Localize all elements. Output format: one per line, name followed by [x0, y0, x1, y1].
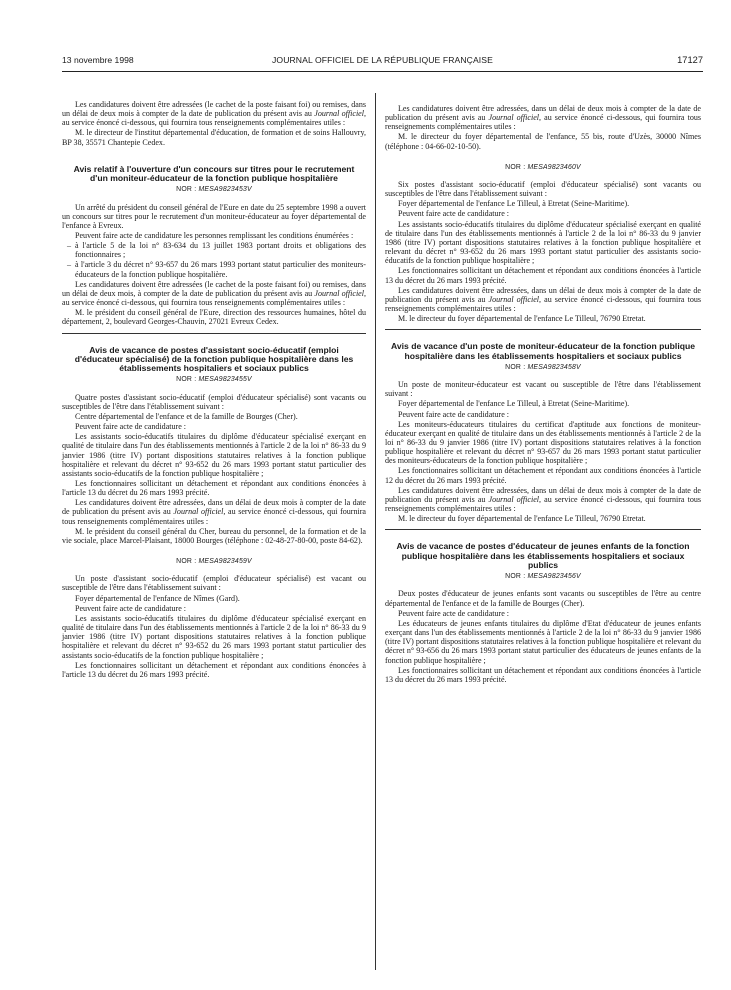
- list-item: – à l'article 3 du décret n° 93-657 du 26 mars 1993 portant statut particulier des moniteurs-éducateurs de la fonction publique hospitalière.: [67, 260, 366, 279]
- section-separator: [385, 529, 701, 530]
- nor-reference: [385, 363, 701, 372]
- paragraph: M. le directeur du foyer départemental de l'enfance, 55 bis, route d'Uzès, 30000 Nîmes (téléphone : 04-66-02-10-50).: [385, 132, 701, 151]
- paragraph: Peuvent faire acte de candidature :: [398, 209, 510, 219]
- paragraph: Les fonctionnaires sollicitant un détachement et répondant aux conditions énoncées à l'article 13 du décret du 26 mars 1993 précité.: [62, 479, 366, 498]
- nor-label: NOR :: [176, 558, 197, 566]
- nor-code: MESA9823458V: [527, 363, 581, 371]
- paragraph: Foyer départemental de l'enfance de Nîmes (Gard).: [75, 593, 240, 603]
- paragraph: Un poste de moniteur-éducateur est vacant ou susceptible de l'être dans l'établissement suivant :: [385, 380, 701, 399]
- paragraph: Les moniteurs-éducateurs titulaires du certificat d'aptitude aux fonctions de moniteur-éducateur exerçant en qualité de titulaire dans un des établissements mentionnés à l'article 2 de la loi n° 86-33 du 9 janvier 1986 (titre IV) portant dispositions statutaires relatives à la fonction publique hospitalière et relevant du décret n° 93-657 du 26 mars 1993 portant statut particulier des moniteurs-éducateurs de la fonction publique hospitalière ;: [385, 419, 701, 466]
- paragraph: M. le directeur du foyer départemental de l'enfance Le Tilleul, 76790 Etretat.: [398, 514, 646, 524]
- paragraph: Peuvent faire acte de candidature les personnes remplissant les conditions énumérées :: [75, 231, 354, 240]
- nor-reference: [385, 163, 701, 172]
- notice-title: Avis de vacance de postes d'éducateur de jeunes enfants de la fonction publique hospitalière dans les établissements hospitaliers et sociaux publics: [396, 541, 690, 570]
- nor-label: NOR :: [505, 363, 526, 371]
- nor-label: NOR :: [176, 376, 197, 384]
- page-header: [62, 55, 703, 69]
- paragraph: Les candidatures doivent être adressées, dans un délai de deux mois à compter de la date de publication du présent avis au Journal officiel, au service énoncé ci-dessous, qui fournira tous renseignements complémentaires utiles :: [385, 104, 702, 132]
- nor-reference: [62, 375, 366, 384]
- nor-label: NOR :: [505, 573, 526, 581]
- paragraph: M. le président du conseil général du Cher, bureau du personnel, de la formation et de la vie sociale, place Marcel-Plaisant, 18000 Bourges (téléphone : 02-48-27-80-00, poste 84-62).: [62, 526, 366, 545]
- nor-code: MESA9823455V: [198, 376, 252, 384]
- paragraph: Les fonctionnaires sollicitant un détachement et répondant aux conditions énoncées à l'article 13 du décret du 26 mars 1993 précité.: [385, 665, 701, 684]
- paragraph: Quatre postes d'assistant socio-éducatif (emploi d'éducateur spécialisé) sont vacants ou susceptibles de l'être dans l'établissement suivant :: [62, 392, 366, 411]
- paragraph: Les candidatures doivent être adressées, dans un délai de deux mois à compter de la date de publication du présent avis au Journal officiel, au service énoncé ci-dessous, qui fournira tous renseignements complémentaires utiles :: [385, 485, 702, 514]
- paragraph: Peuvent faire acte de candidature :: [75, 603, 187, 613]
- paragraph: Six postes d'assistant socio-éducatif (emploi d'éducateur spécialisé) sont vacants ou susceptibles de l'être dans l'établissement suivant :: [385, 179, 701, 199]
- paragraph: Les éducateurs de jeunes enfants titulaires du diplôme d'Etat d'éducateur de jeunes enfants exerçant dans l'un des établissements mentionnés à l'article 2 de la loi n° 86-33 du 9 janvier 1986 (titre IV) portant dispositions statutaires relatives à la fonction publique hospitalière et relevant du décret n° 93-656 du 26 mars 1993 portant statut particulier des éducateurs de jeunes enfants de la fonction publique hospitalière ;: [385, 618, 701, 665]
- paragraph: Les candidatures doivent être adressées (le cachet de la poste faisant foi) ou remises, dans un délai de deux mois à compter de la date de publication du présent avis au Journal officiel, au service énoncé ci-dessous, qui fournira tous renseignements complémentaires utiles :: [62, 100, 367, 128]
- nor-label: NOR :: [505, 163, 526, 171]
- paragraph: Deux postes d'éducateur de jeunes enfants sont vacants ou susceptibles de l'être au centre départemental de l'enfance et de la famille de Bourges (Cher).: [385, 589, 701, 608]
- notice-nimes: [62, 557, 366, 679]
- header-page-number: 17127: [677, 55, 703, 65]
- right-column: [385, 104, 701, 685]
- notice-title: Avis de vacance d'un poste de moniteur-éducateur de la fonction publique hospitalière dans les établissements hospitaliers et sociaux publics: [391, 341, 695, 361]
- list-item-text: à l'article 3 du décret n° 93-657 du 26 mars 1993 portant statut particulier des moniteurs-éducateurs de la fonction publique hospitalière.: [75, 260, 366, 279]
- nor-label: NOR :: [176, 186, 197, 194]
- nor-reference: [62, 185, 366, 194]
- nor-code: MESA9823460V: [527, 163, 581, 171]
- list-item-text: à l'article 5 de la loi n° 83-634 du 13 juillet 1983 portant droits et obligations des fonctionnaires ;: [75, 241, 366, 260]
- notice-concours-moniteur: [62, 165, 366, 327]
- nor-reference: [385, 572, 701, 581]
- list-item: – à l'article 5 de la loi n° 83-634 du 13 juillet 1983 portant droits et obligations des fonctionnaires ;: [67, 241, 366, 260]
- header-date: 13 novembre 1998: [62, 55, 134, 65]
- header-rule: [62, 71, 703, 72]
- column-divider: [375, 93, 376, 970]
- notice-vacance-educateur-jeunes-enfants: [385, 542, 701, 684]
- paragraph: Les assistants socio-éducatifs titulaires du diplôme d'éducateur spécialisé exerçant en qualité de titulaire dans l'un des établissements mentionnés à l'article 2 de la loi n° 86-33 du 9 janvier 1986 (titre IV) portant dispositions statutaires relatives à la fonction publique hospitalière et relevant du décret n° 93-652 du 26 mars 1993 portant statut particulier des assistants socio-éducatifs de la fonction publique hospitalière ;: [62, 432, 366, 478]
- paragraph: M. le directeur du foyer départemental de l'enfance Le Tilleul, 76790 Etretat.: [398, 314, 646, 324]
- paragraph: Les assistants socio-éducatifs titulaires du diplôme d'éducateur spécialisé exerçant en qualité de titulaire dans l'un des établissements mentionnés à l'article 2 de la loi n° 86-33 du 9 janvier 1986 (titre IV) portant dispositions statutaires relatives à la fonction publique hospitalière et relevant du décret n° 93-652 du 26 mars 1993 portant statut particulier des assistants socio-éducatifs de la fonction publique hospitalière ;: [385, 219, 701, 266]
- paragraph: Peuvent faire acte de candidature :: [75, 422, 187, 432]
- paragraph: Un poste d'assistant socio-éducatif (emploi d'éducateur spécialisé) est vacant ou susceptible de l'être dans l'établissement suivant :: [62, 574, 366, 593]
- section-separator: [62, 333, 366, 334]
- notice-vacance-assistant: [62, 346, 366, 546]
- nor-code: MESA9823453V: [198, 186, 252, 194]
- paragraph: Les assistants socio-éducatifs titulaires du diplôme d'éducateur spécialisé exerçant en qualité de titulaire dans l'un des établissements mentionnés à l'article 2 de la loi n° 86-33 du 9 janvier 1986 (titre IV) portant dispositions statutaires relatives à la fonction publique hospitalière et relevant du décret n° 93-652 du 26 mars 1993 portant statut particulier des assistants socio-éducatifs de la fonction publique hospitalière ;: [62, 613, 366, 660]
- section-separator: [385, 329, 701, 330]
- notice-vacance-moniteur: [385, 342, 701, 523]
- nor-reference: [62, 557, 366, 566]
- paragraph: Centre départemental de l'enfance et de la famille de Bourges (Cher).: [75, 411, 298, 421]
- nor-code: MESA9823456V: [527, 573, 581, 581]
- paragraph: Peuvent faire acte de candidature :: [398, 608, 510, 618]
- paragraph: Les fonctionnaires sollicitant un détachement et répondant aux conditions énoncées à l'article 13 du décret du 26 mars 1993 précité.: [385, 266, 701, 285]
- nor-code: MESA9823459V: [198, 558, 252, 566]
- paragraph: Un arrêté du président du conseil général de l'Eure en date du 25 septembre 1998 a ouvert un concours sur titres pour le recrutement d'un moniteur-éducateur au foyer départemental de l'enfance à Evreux.: [62, 202, 366, 230]
- paragraph: Foyer départemental de l'enfance Le Tilleul, à Etretat (Seine-Maritime).: [398, 199, 630, 209]
- paragraph: Peuvent faire acte de candidature :: [398, 409, 510, 419]
- paragraph: Les candidatures doivent être adressées (le cachet de la poste faisant foi) ou remises, dans un délai de deux mois, à compter de la date de publication du présent avis au Journal officiel, au service énoncé ci-dessous, qui fournira tous renseignements complémentaires utiles :: [62, 279, 366, 308]
- left-column: [62, 100, 366, 680]
- header-journal-title: JOURNAL OFFICIEL DE LA RÉPUBLIQUE FRANÇAISE: [272, 55, 493, 65]
- paragraph: M. le président du conseil général de l'Eure, direction des ressources humaines, hôtel du département, 2, boulevard Georges-Chauvin, 27021 Evreux Cedex.: [62, 308, 366, 327]
- paragraph: Foyer départemental de l'enfance Le Tilleul, à Etretat (Seine-Maritime).: [398, 399, 630, 409]
- paragraph: M. le directeur de l'institut départemental d'éducation, de formation et de soins Hallouvry, BP 38, 35571 Chantepie Cedex.: [62, 128, 366, 147]
- notice-title: Avis de vacance de postes d'assistant socio-éducatif (emploi d'éducateur spécialisé) de la fonction publique hospitalière dans les établissements hospitaliers et sociaux publics: [74, 344, 354, 374]
- paragraph: Les candidatures doivent être adressées, dans un délai de deux mois à compter de la date de publication du présent avis au Journal officiel, au service énoncé ci-dessous, qui fournira tous renseignements complémentaires utiles :: [62, 498, 366, 526]
- notice-etretat-assistants: [385, 163, 701, 324]
- paragraph: Les candidatures doivent être adressées, dans un délai de deux mois à compter de la date de publication du présent avis au Journal officiel, au service énoncé ci-dessous, qui fournira tous renseignements complémentaires utiles :: [385, 285, 702, 313]
- paragraph: Les fonctionnaires sollicitant un détachement et répondant aux conditions énoncées à l'article 12 du décret du 26 mars 1993 précité.: [385, 466, 701, 485]
- paragraph: Les fonctionnaires sollicitant un détachement et répondant aux conditions énoncées à l'article 13 du décret du 26 mars 1993 précité.: [62, 660, 366, 679]
- notice-title: Avis relatif à l'ouverture d'un concours sur titres pour le recrutement d'un moniteur-éducateur de la fonction publique hospitalière: [73, 163, 355, 184]
